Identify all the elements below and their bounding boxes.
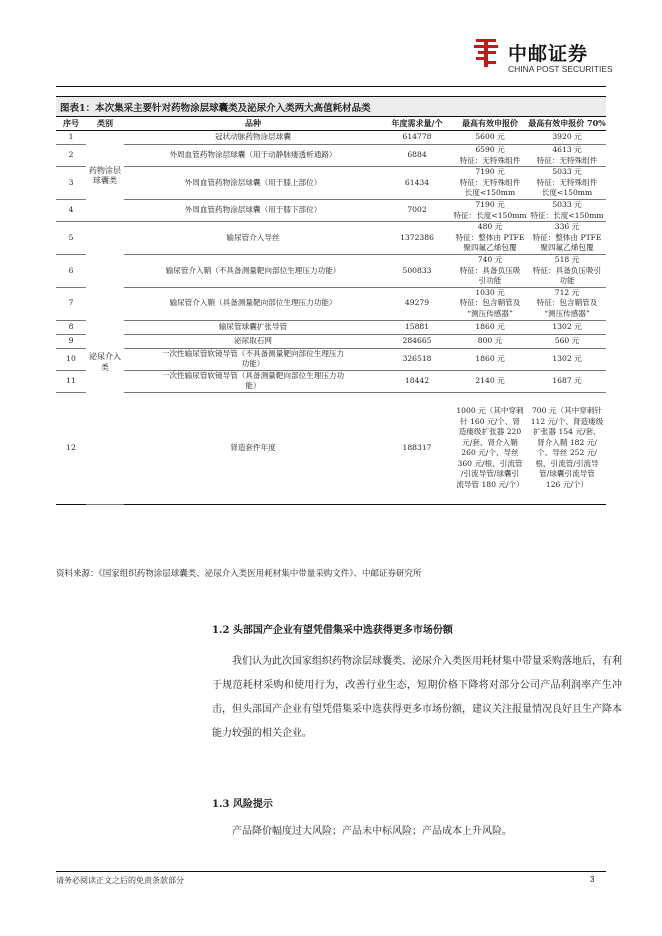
cell-line: 1000 元（其中穿刺 <box>456 406 524 415</box>
cell-max-price <box>452 145 528 167</box>
cell-line: 外周血管药物涂层球囊（用于动静脉瘘透析通路） <box>169 150 337 160</box>
cell-max-price <box>452 167 528 200</box>
cell-product <box>124 370 382 392</box>
cell-line: 特征：具备负压吸 <box>459 265 521 275</box>
cell-line: 特征：无特殊组件 <box>536 177 598 187</box>
cell-demand: 18442 <box>382 370 452 392</box>
cell-line: 元/套、肾介入鞘 <box>462 437 518 447</box>
cell-max-price-70 <box>528 222 606 255</box>
cell-line: 5033 元 <box>552 167 582 177</box>
cell-demand: 15881 <box>382 320 452 334</box>
header-divider <box>56 86 606 87</box>
cell-demand: 6884 <box>382 145 452 167</box>
cell-line: 特征：长度<150mm <box>453 210 527 220</box>
cell-line: 特征：包含鞘管及 <box>536 298 598 308</box>
section-paragraph-1-2: 我们认为此次国家组织药物涂层球囊类、泌尿介入类医用耗材集中带量采购落地后，有利于规范耗材采购和使用行为，改善行业生态，短期价格下降将对部分公司产品利润率产生冲击，但头部国产企业有望凭借集采中选获得更多市场份额，建议关注报量情况良好且生产降本能力较强的相关企业。 <box>212 656 622 739</box>
cell-demand: 61434 <box>382 167 452 200</box>
cell-line: 功能 <box>559 276 575 285</box>
cell-line: 聚四氟乙烯包覆 <box>540 243 594 253</box>
cell-max-price-70 <box>528 145 606 167</box>
cell-max-price <box>452 287 528 320</box>
cell-demand: 500833 <box>382 255 452 288</box>
cell-no: 10 <box>56 348 86 370</box>
cell-no: 8 <box>56 320 86 334</box>
table-header-row <box>56 117 606 131</box>
cell-line: 480 元 <box>477 222 503 232</box>
cell-max-price <box>452 348 528 370</box>
cell-no: 7 <box>56 287 86 320</box>
cell-product <box>124 145 382 167</box>
cell-line: 一次性输尿管软镜导管（不具备测量靶向部位生理压力 <box>161 348 345 358</box>
cell-line: 输尿管球囊扩张导管 <box>218 321 288 331</box>
cell-no: 9 <box>56 334 86 348</box>
cell-max-price <box>452 334 528 348</box>
cell-line: 5033 元 <box>552 200 582 209</box>
cell-max-price <box>452 392 528 504</box>
cell-line: 引功能 <box>478 276 502 285</box>
cell-product <box>124 348 382 370</box>
cell-line: 外周血管药物涂层球囊（用于膝下部位） <box>184 205 322 215</box>
cell-no: 11 <box>56 370 86 392</box>
cell-max-price-70 <box>528 200 606 222</box>
cell-max-price <box>452 200 528 222</box>
cell-no: 4 <box>56 200 86 222</box>
cell-demand: 1372386 <box>382 222 452 255</box>
cell-category <box>86 131 124 222</box>
cell-max-price-70 <box>528 320 606 334</box>
cell-line: 1860 元 <box>475 353 505 363</box>
cell-category <box>86 222 124 505</box>
cell-line: 2140 元 <box>475 375 505 385</box>
cell-demand: 614778 <box>382 131 452 145</box>
cell-line: 特征：包含鞘管及 <box>459 298 521 308</box>
cell-line: 1860 元 <box>475 321 505 331</box>
cell-line: 560 元 <box>554 335 580 345</box>
cell-line: 1302 元 <box>552 321 582 331</box>
cell-product <box>124 222 382 255</box>
col-header-max-price: 最高有效申报价 <box>452 117 528 131</box>
table-row <box>56 392 606 504</box>
cell-max-price <box>452 255 528 288</box>
cell-line: 输尿管介入鞘（不具备测量靶向部位生理压力功能） <box>165 265 341 275</box>
brand-name-en: CHINA POST SECURITIES <box>508 64 613 74</box>
cell-max-price <box>452 370 528 392</box>
footer-divider <box>56 871 606 872</box>
cell-line: 5600 元 <box>475 132 505 142</box>
table-source: 资料来源：《国家组织药物涂层球囊类、泌尿介入类医用耗材集中带量采购文件》、中邮证券研究所 <box>56 569 422 579</box>
cell-line: 700 元（其中穿刺针 <box>531 406 603 415</box>
table-row <box>56 348 606 370</box>
cell-line: 1687 元 <box>552 375 582 385</box>
section-title-1-3: 1.3 风险提示 <box>212 799 273 810</box>
cell-line: 一次性输尿管软镜导管（具备测量靶向部位生理压力功 <box>161 370 345 380</box>
cell-line: 个、导丝 252 元/ <box>537 448 597 457</box>
cell-max-price <box>452 222 528 255</box>
cell-line: 泌尿取石网 <box>234 335 272 345</box>
cell-no: 6 <box>56 255 86 288</box>
procurement-table <box>56 116 606 505</box>
cell-line: 球囊类 <box>93 176 117 185</box>
cell-product <box>124 287 382 320</box>
cell-line: 特征：无特殊组件 <box>459 177 521 187</box>
table-caption-bar <box>56 96 606 117</box>
page-number: 3 <box>590 875 595 884</box>
cell-line: 740 元 <box>477 255 503 264</box>
table-row <box>56 255 606 288</box>
cell-product <box>124 131 382 145</box>
cell-line: “测压传感器” <box>544 308 590 318</box>
cell-line: 管/球囊引流导管 <box>539 469 595 478</box>
cell-product <box>124 334 382 348</box>
cell-line: 造瘘级扩张器 220 <box>458 427 522 436</box>
cell-max-price-70 <box>528 334 606 348</box>
cell-line: 扩张器 154 元/套、 <box>533 427 601 436</box>
cell-no: 12 <box>56 392 86 504</box>
cell-line: 肾介入鞘 182 元/ <box>537 437 597 447</box>
table-row <box>56 131 606 145</box>
table-row <box>56 320 606 334</box>
cell-line: 260 元/个、导丝 <box>461 448 519 457</box>
cell-product <box>124 255 382 288</box>
cell-max-price-70 <box>528 287 606 320</box>
section-paragraph-1-3: 产品降价幅度过大风险；产品未中标风险；产品成本上升风险。 <box>232 826 512 837</box>
table-row <box>56 200 606 222</box>
cell-line: 800 元 <box>477 335 503 345</box>
cell-line: 根、引流管/引流导 <box>535 458 599 468</box>
cell-line: 518 元 <box>554 255 580 264</box>
cell-line: “测压传感器” <box>467 308 513 318</box>
cell-line: 特征：长度<150mm <box>530 210 604 220</box>
cell-line: 特征：无特殊组件 <box>459 155 521 165</box>
cell-no: 1 <box>56 131 86 145</box>
cell-line: 1302 元 <box>552 353 582 363</box>
cell-line: 特征：无特殊组件 <box>536 155 598 165</box>
footer-disclaimer: 请务必阅读正文之后的免责条款部分 <box>56 876 184 885</box>
cell-line: 类 <box>101 362 109 372</box>
cell-no: 5 <box>56 222 86 255</box>
cell-line: 6590 元 <box>475 145 505 154</box>
col-header-category: 类别 <box>86 117 124 131</box>
col-header-product: 品种 <box>124 117 382 131</box>
cell-max-price-70 <box>528 131 606 145</box>
cell-line: 7190 元 <box>475 200 505 209</box>
cell-max-price-70 <box>528 255 606 288</box>
cell-line: 能） <box>245 381 261 390</box>
table-caption: 图表1：本次集采主要针对药物涂层球囊类及泌尿介入类两大高值耗材品类 <box>60 103 371 114</box>
cell-demand: 188317 <box>382 392 452 504</box>
cell-demand: 7002 <box>382 200 452 222</box>
cell-demand: 284665 <box>382 334 452 348</box>
table-row <box>56 370 606 392</box>
table-row <box>56 222 606 255</box>
cell-demand: 326518 <box>382 348 452 370</box>
cell-product <box>124 200 382 222</box>
section-title-1-2: 1.2 头部国产企业有望凭借集采中选获得更多市场份额 <box>212 625 453 636</box>
cell-line: 126 元/个） <box>545 479 589 489</box>
cell-line: 特征：具备负压吸引 <box>532 265 602 275</box>
cell-line: 肾造套件年度 <box>230 442 276 452</box>
col-header-max-price-70: 最高有效申报价 70% <box>528 117 606 131</box>
cell-line: 712 元 <box>554 287 580 297</box>
cell-product <box>124 320 382 334</box>
table-row <box>56 145 606 167</box>
cell-line: 特征：整体由 PTFE <box>455 232 525 242</box>
table-row <box>56 167 606 200</box>
cell-max-price-70 <box>528 348 606 370</box>
cell-line: 360 元/根、引流管 <box>457 458 523 468</box>
cell-no: 3 <box>56 167 86 200</box>
col-header-demand: 年度需求量/个 <box>382 117 452 131</box>
cell-line: 药物涂层 <box>89 165 121 175</box>
brand-name-cn: 中邮证券 <box>508 43 589 65</box>
cell-product <box>124 167 382 200</box>
cell-max-price-70 <box>528 392 606 504</box>
cell-line: 冠状动脉药物涂层球囊 <box>215 132 291 142</box>
cell-line: 聚四氟乙烯包覆 <box>463 243 517 253</box>
cell-line: 336 元 <box>554 222 580 232</box>
cell-line: 4613 元 <box>552 145 582 154</box>
cell-max-price <box>452 320 528 334</box>
china-post-logo-icon <box>474 38 498 68</box>
col-header-no: 序号 <box>56 117 86 131</box>
cell-product <box>124 392 382 504</box>
cell-line: 特征：整体由 PTFE <box>532 232 602 242</box>
cell-line: 外周血管药物涂层球囊（用于膝上部位） <box>184 177 322 187</box>
cell-line: 112 元/个、肾造瘘级 <box>530 416 604 426</box>
table-row <box>56 287 606 320</box>
cell-line: 功能） <box>241 359 265 368</box>
table-row <box>56 334 606 348</box>
cell-line: 3920 元 <box>552 132 582 142</box>
cell-line: 7190 元 <box>475 167 505 177</box>
cell-line: 输尿管介入导丝 <box>226 232 280 242</box>
cell-max-price-70 <box>528 167 606 200</box>
cell-no: 2 <box>56 145 86 167</box>
cell-line: 1030 元 <box>475 287 505 297</box>
cell-line: 泌尿介入 <box>89 352 121 362</box>
cell-max-price <box>452 131 528 145</box>
cell-line: 流导管 180 元/个） <box>456 479 524 489</box>
cell-line: 输尿管介入鞘（具备测量靶向部位生理压力功能） <box>169 298 337 308</box>
cell-line: 针 160 元/个、肾 <box>460 416 520 426</box>
cell-demand: 49279 <box>382 287 452 320</box>
cell-line: /引流导管/球囊引 <box>460 469 520 478</box>
cell-max-price-70 <box>528 370 606 392</box>
cell-line: 长度<150mm <box>464 188 516 198</box>
cell-line: 长度<150mm <box>541 188 593 198</box>
